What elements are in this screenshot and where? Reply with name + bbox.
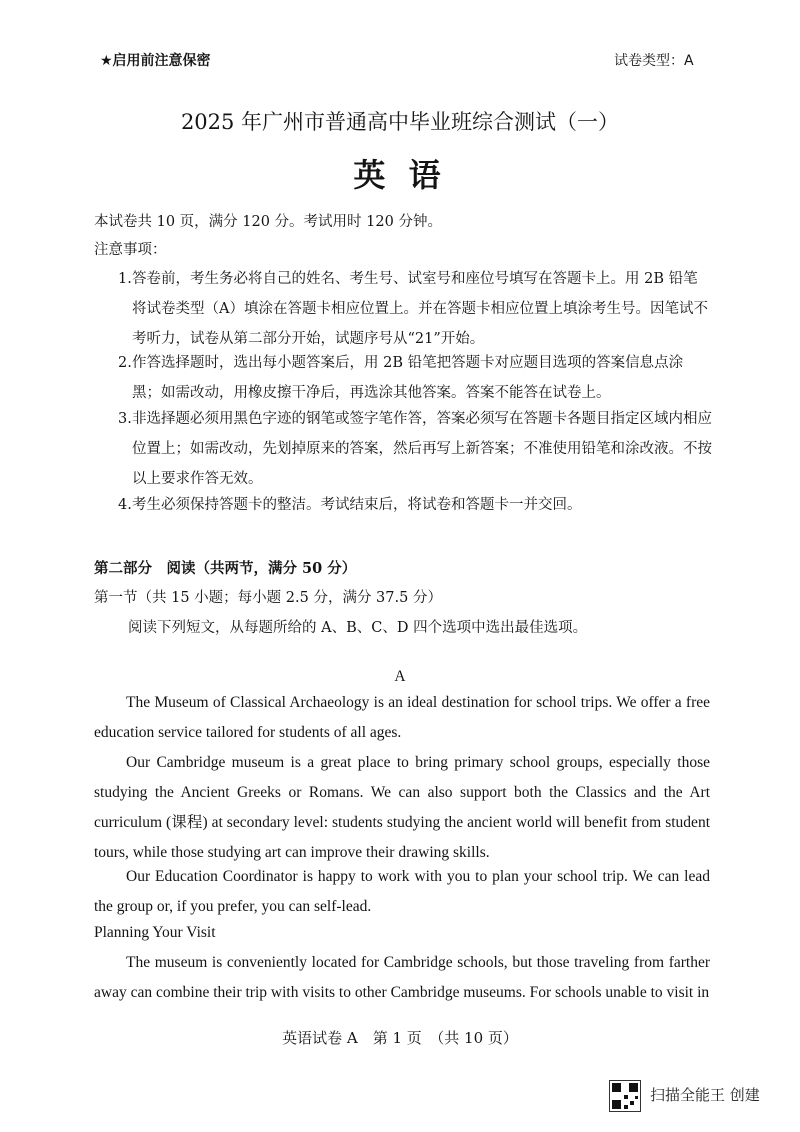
note-text: 非选择题必须用黑色字迹的钢笔或签字笔作答，答案必须写在答题卡各题目指定区域内相应位置上；如需改动，先划掉原来的答案，然后再写上新答案；不准使用铅笔和涂改液。不按以上要求作答无效。	[132, 411, 712, 487]
scanner-watermark: 扫描全能王 创建	[650, 1086, 760, 1104]
passage-paragraph: Our Cambridge museum is a great place to bring primary school groups, especially those studying the Ancient Greeks or Romans. We can also support both the Classics and the Art curriculum (课程) at secondary level: students studying the ancient world will benefit from student tours, while those studying art can improve their drawing skills.	[94, 754, 710, 861]
passage-paragraph: Our Education Coordinator is happy to work with you to plan your school trip. We can lead the group or, if you prefer, you can self-lead.	[94, 868, 710, 915]
confidential-label: ★启用前注意保密	[100, 53, 211, 69]
note-number: 2.	[118, 355, 132, 371]
note-item	[118, 348, 712, 408]
paper-type: 试卷类型：A	[614, 53, 694, 69]
note-item	[118, 490, 712, 520]
page-footer: 英语试卷 A 第 1 页 （共 10 页）	[282, 1029, 518, 1047]
section-sub-heading: 第一节（共 15 小题；每小题 2.5 分，满分 37.5 分）	[94, 590, 442, 606]
notes-heading: 注意事项：	[94, 242, 167, 258]
exam-summary: 本试卷共 10 页，满分 120 分。考试用时 120 分钟。	[94, 214, 442, 230]
passage-paragraph: The Museum of Classical Archaeology is an ideal destination for school trips. We offer a free education service tailored for students of all ages.	[94, 694, 710, 741]
qr-code-icon	[609, 1080, 641, 1112]
passage-label: A	[394, 668, 406, 685]
passage-paragraph: The museum is conveniently located for Cambridge schools, but those traveling from farther away can combine their trip with visits to other Cambridge museums. For schools unable to visit in	[94, 954, 710, 1001]
note-item	[118, 404, 712, 494]
section-part-heading: 第二部分 阅读（共两节，满分 50 分）	[94, 560, 357, 577]
exam-title: 2025 年广州市普通高中毕业班综合测试（一）	[180, 110, 620, 134]
note-text: 作答选择题时，选出每小题答案后，用 2B 铅笔把答题卡对应题目选项的答案信息点涂黑；如需改动，用橡皮擦干净后，再选涂其他答案。答案不能答在试卷上。	[132, 355, 684, 401]
note-text: 考生必须保持答题卡的整洁。考试结束后，将试卷和答题卡一并交回。	[132, 497, 582, 513]
section-instruction: 阅读下列短文，从每题所给的 A、B、C、D 四个选项中选出最佳选项。	[128, 620, 588, 636]
note-number: 1.	[118, 271, 132, 287]
note-item	[118, 264, 712, 354]
note-number: 3.	[118, 411, 132, 427]
note-text: 答卷前，考生务必将自己的姓名、考生号、试室号和座位号填写在答题卡上。用 2B 铅笔将试卷类型（A）填涂在答题卡相应位置上。并在答题卡相应位置上填涂考生号。因笔试不考听力，试卷从第二部分开始，试题序号从“21”开始。	[132, 271, 708, 347]
note-number: 4.	[118, 497, 132, 513]
subject-title: 英 语	[353, 156, 447, 194]
passage-subheading: Planning Your Visit	[94, 924, 216, 941]
